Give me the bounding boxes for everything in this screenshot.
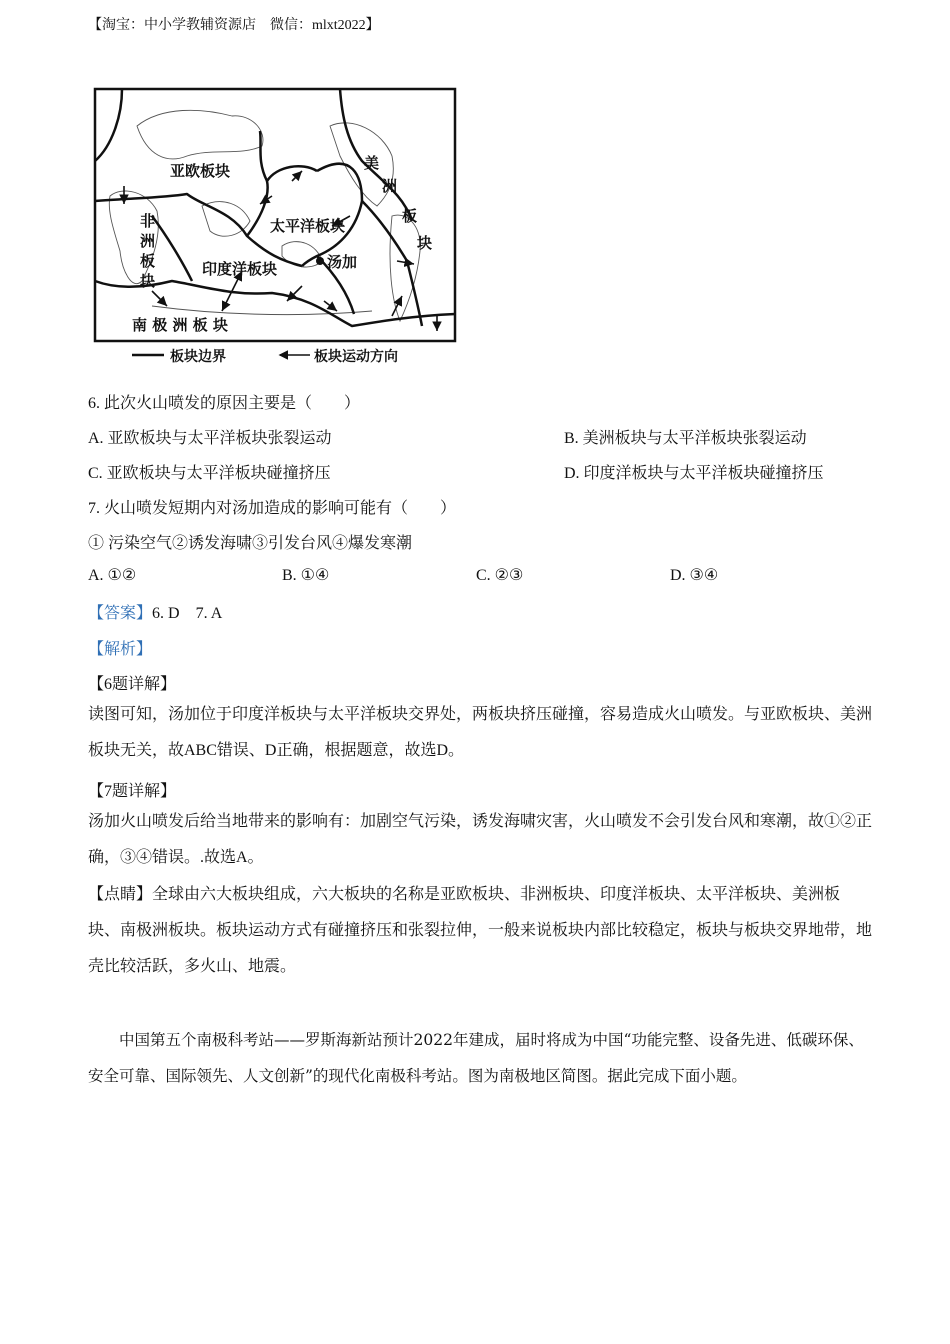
- label-american-plate-1: 美: [364, 154, 380, 172]
- q7-option-d: D. ③④: [670, 567, 719, 584]
- label-african-plate-4: 块: [140, 272, 156, 290]
- q6-option-row-2: [88, 460, 824, 483]
- legend-direction-label: 板块运动方向: [314, 349, 398, 365]
- q6-option-a: A. 亚欧板块与太平洋板块张裂运动: [88, 430, 332, 447]
- detail7-text: 汤加火山喷发后给当地带来的影响有：加剧空气污染，诱发海啸灾害，火山喷发不会引发台风和寒潮，故①②正确，③④错误。.故选A。: [88, 813, 873, 866]
- q6-option-c: C. 亚欧板块与太平洋板块碰撞挤压: [88, 465, 331, 482]
- label-american-plate-4: 块: [417, 234, 433, 252]
- intro-paragraph: 中国第五个南极科考站——罗斯海新站预计2022年建成，届时将成为中国“功能完整、设备先进、低碳环保、安全可靠、国际领先、人文创新”的现代化南极科考站。图为南极地区简图。据此完成下面小题。: [88, 1031, 864, 1085]
- q7-items: ① 污染空气②诱发海啸③引发台风④爆发寒潮: [88, 535, 413, 552]
- q6-option-b: B. 美洲板块与太平洋板块张裂运动: [564, 430, 807, 447]
- label-african-plate-1: 非: [140, 212, 156, 230]
- detail6-text: 读图可知，汤加位于印度洋板块与太平洋板块交界处，两板块挤压碰撞，容易造成火山喷发。与亚欧板块、美洲板块无关，故ABC错误、D正确，根据题意，故选D。: [88, 706, 873, 759]
- q7-option-a: A. ①②: [88, 567, 137, 584]
- q6-option-d: D. 印度洋板块与太平洋板块碰撞挤压: [564, 465, 824, 482]
- label-african-plate-2: 洲: [140, 232, 156, 250]
- label-tonga: 汤加: [327, 253, 358, 271]
- q7-option-b: B. ①④: [282, 567, 330, 584]
- tip-paragraph: [88, 877, 872, 985]
- detail6-title: 【6题详解】: [88, 676, 177, 693]
- label-african-plate-3: 板: [140, 252, 156, 270]
- label-pacific-plate: 太平洋板块: [270, 217, 346, 235]
- tonga-marker: [316, 257, 324, 265]
- answer-text: 6. D 7. A: [152, 605, 223, 622]
- legend-boundary-label: 板块边界: [170, 349, 226, 365]
- label-american-plate-2: 洲: [382, 177, 398, 195]
- answer-label: 【答案】: [88, 605, 153, 622]
- detail7-title: 【7题详解】: [88, 783, 177, 800]
- q6-stem: 6. 此次火山喷发的原因主要是（ ）: [88, 395, 361, 412]
- q6-option-row-1: [88, 425, 807, 448]
- label-eurasian-plate: 亚欧板块: [170, 162, 231, 180]
- tip-text: 全球由六大板块组成，六大板块的名称是亚欧板块、非洲板块、印度洋板块、太平洋板块、美洲板块、南极洲板块。板块运动方式有碰撞挤压和张裂拉伸，一般来说板块内部比较稳定，板块与板块交界地带，地壳比较活跃，多火山、地震。: [88, 886, 873, 975]
- plate-map: [92, 86, 460, 370]
- analysis-label: 【解析】: [88, 641, 153, 658]
- label-indian-plate: 印度洋板块: [202, 260, 278, 278]
- tip-label: 【点睛】: [88, 886, 153, 903]
- label-american-plate-3: 板: [402, 207, 418, 225]
- q7-stem: 7. 火山喷发短期内对汤加造成的影响可能有（ ）: [88, 500, 457, 517]
- answer-line: [88, 600, 222, 623]
- q7-option-c: C. ②③: [476, 567, 524, 584]
- label-antarctic-plate: 南 极 洲 板 块: [132, 316, 228, 334]
- page-header: 【淘宝：中小学教辅资源店 微信：mlxt2022】: [88, 18, 380, 33]
